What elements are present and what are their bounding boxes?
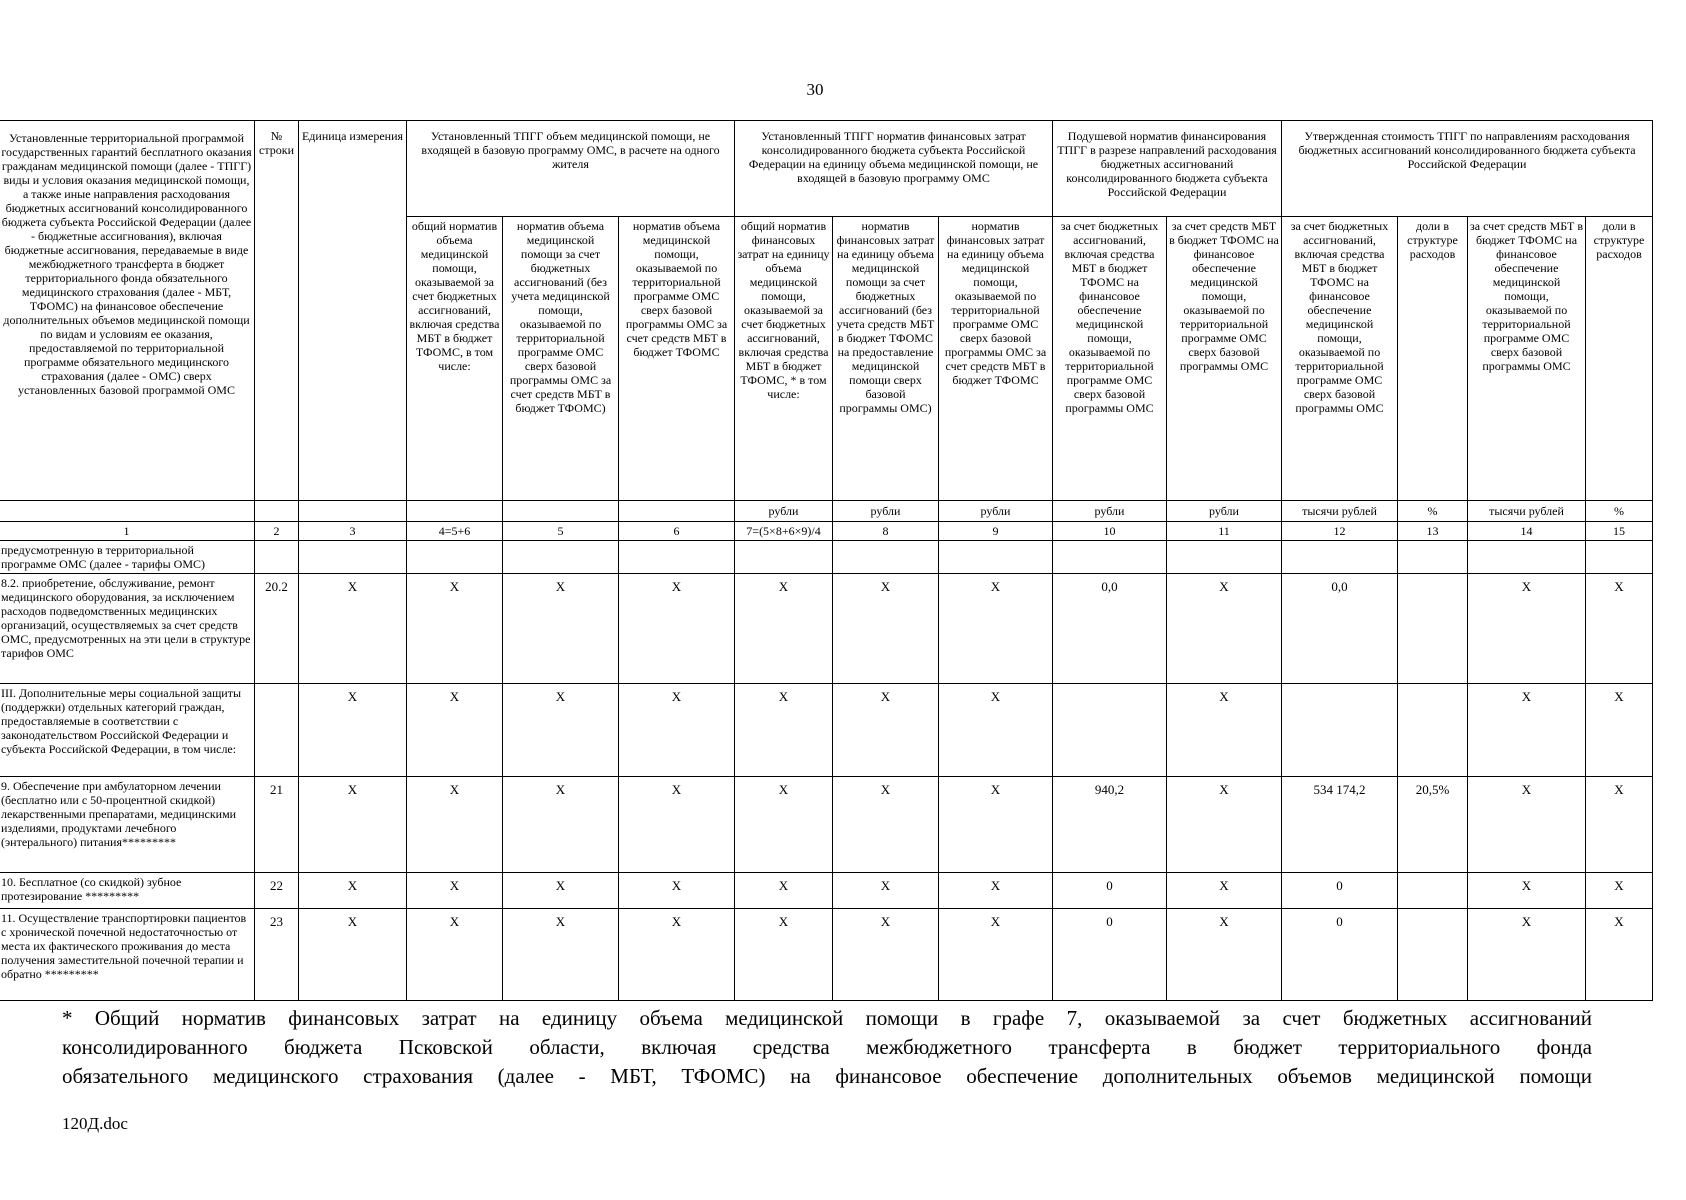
table-cell: X [833, 873, 939, 909]
table-cell [1282, 541, 1398, 574]
table-cell [1398, 541, 1468, 574]
footnote-line: консолидированного бюджета Псковской области, включая средства межбюджетного трансферта в бюджет территориального фонда [62, 1035, 1592, 1059]
header-col-15: доли в структуре расходов [1586, 217, 1653, 501]
header-col-6: норматив объема медицинской помощи, оказываемой по территориальной программе ОМС сверх базовой программы ОМС за счет средств МБТ в бюджет ТФОМС [619, 217, 735, 501]
unit-cell: тысячи рублей [1468, 501, 1586, 522]
row-label: 9. Обеспечение при амбулаторном лечении (бесплатно или с 50-процентной скидкой) лекарственными препаратами, медицинскими изделиями, продуктами лечебного (энтерального) питания********* [0, 777, 255, 873]
units-row [0, 501, 1653, 522]
row-label: предусмотренную в территориальной программе ОМС (далее - тарифы ОМС) [0, 541, 255, 574]
table-cell [1398, 684, 1468, 777]
table-cell: 0 [1282, 873, 1398, 909]
header-percapita-group: Подушевой норматив финансирования ТПГГ в разрезе направлений расходования бюджетных ассигнований консолидированного бюджета субъекта Российской Федерации [1053, 121, 1282, 217]
table-cell: 20.2 [255, 574, 299, 684]
unit-cell [503, 501, 619, 522]
row-label: 8.2. приобретение, обслуживание, ремонт медицинского оборудования, за исключением расходов подведомственных медицинских организаций, осуществляемых за счет средств ОМС, предусмотренных на эти цели в структуре тарифов ОМС [0, 574, 255, 684]
table-cell: X [1586, 873, 1653, 909]
table-cell [407, 541, 503, 574]
table-cell: X [299, 873, 407, 909]
table-cell: X [619, 909, 735, 1001]
column-number: 10 [1053, 522, 1167, 541]
header-col-8: норматив финансовых затрат на единицу объема медицинской помощи за счет бюджетных ассигнований (без учета средств МБТ в бюджет ТФОМС на предоставление медицинской помощи сверх базовой программы ОМС) [833, 217, 939, 501]
table-cell: X [503, 777, 619, 873]
table-cell: X [299, 777, 407, 873]
table-cell: X [407, 873, 503, 909]
table-cell: 0 [1053, 873, 1167, 909]
header-cost-group: Утвержденная стоимость ТПГГ по направлениям расходования бюджетных ассигнований консолидированного бюджета субъекта Российской Федерации [1282, 121, 1653, 217]
table-cell: X [1586, 574, 1653, 684]
column-number: 4=5+6 [407, 522, 503, 541]
column-number: 9 [939, 522, 1053, 541]
header-col-7: общий норматив финансовых затрат на единицу объема медицинской помощи, оказываемой за счет бюджетных ассигнований, включая средства МБТ в бюджет ТФОМС, * в том числе: [735, 217, 833, 501]
budget-table [0, 120, 1653, 1001]
row-label: III. Дополнительные меры социальной защиты (поддержки) отдельных категорий граждан, предоставляемые в соответствии с законодательством Российской Федерации и субъекта Российской Федерации, в том числе: [0, 684, 255, 777]
table-cell: X [1167, 777, 1282, 873]
table-cell: X [407, 574, 503, 684]
table-cell: X [503, 873, 619, 909]
table-cell: 0 [1282, 909, 1398, 1001]
header-activity: Установленные территориальной программой государственных гарантий бесплатного оказания гражданам медицинской помощи (далее - ТПГГ) виды и условия оказания медицинской помощи, а также иные направления расходования бюджетных ассигнований консолидированного бюджета субъекта Российской Федерации (далее - бюджетные ассигнования), включая бюджетные ассигнования, передаваемые в виде межбюджетного трансферта в бюджет территориального фонда обязательного медицинского страхования (далее - МБТ, ТФОМС) на финансовое обеспечение дополнительных объемов медицинской помощи по видам и условиям ее оказания, предоставляемой по территориальной программе обязательного медицинского страхования (далее - ОМС) сверх установленных базовой программой ОМС [0, 121, 255, 501]
header-col-12: за счет бюджетных ассигнований, включая средства МБТ в бюджет ТФОМС на финансовое обеспечение медицинской помощи, оказываемой по территориальной программе ОМС сверх базовой программы ОМС [1282, 217, 1398, 501]
unit-cell: тысячи рублей [1282, 501, 1398, 522]
table-cell [939, 541, 1053, 574]
table-cell [619, 541, 735, 574]
table-cell [1586, 541, 1653, 574]
header-col-10: за счет бюджетных ассигнований, включая средства МБТ в бюджет ТФОМС на финансовое обеспечение медицинской помощи, оказываемой по территориальной программе ОМС сверх базовой программы ОМС [1053, 217, 1167, 501]
table-cell: X [1468, 574, 1586, 684]
unit-cell [299, 501, 407, 522]
table-cell: X [407, 684, 503, 777]
table-cell: X [939, 873, 1053, 909]
table-cell: X [503, 574, 619, 684]
header-col-13: доли в структуре расходов [1398, 217, 1468, 501]
table-cell: X [503, 909, 619, 1001]
footnote [62, 1004, 1592, 1091]
table-cell [1282, 684, 1398, 777]
row-label: 10. Бесплатное (со скидкой) зубное протезирование ********* [0, 873, 255, 909]
header-col-4: общий норматив объема медицинской помощи, оказываемой за счет бюджетных ассигнований, включая средства МБТ в бюджет ТФОМС, в том числе: [407, 217, 503, 501]
table-cell: X [939, 574, 1053, 684]
unit-cell: рубли [939, 501, 1053, 522]
header-row-number: № строки [255, 121, 299, 501]
table-cell: X [735, 909, 833, 1001]
table-cell: 22 [255, 873, 299, 909]
table-cell: X [619, 574, 735, 684]
table-row [0, 574, 1653, 684]
header-col-11: за счет средств МБТ в бюджет ТФОМС на финансовое обеспечение медицинской помощи, оказываемой по территориальной программе ОМС сверх базовой программы ОМС [1167, 217, 1282, 501]
table-cell: 20,5% [1398, 777, 1468, 873]
table-cell: X [619, 873, 735, 909]
column-number: 15 [1586, 522, 1653, 541]
header-unit: Единица измерения [299, 121, 407, 501]
unit-cell [619, 501, 735, 522]
table-cell: 21 [255, 777, 299, 873]
column-number: 13 [1398, 522, 1468, 541]
column-number: 11 [1167, 522, 1282, 541]
table-cell [1398, 574, 1468, 684]
table-cell: X [1167, 684, 1282, 777]
table-cell: X [833, 574, 939, 684]
column-number: 3 [299, 522, 407, 541]
table-cell: X [299, 909, 407, 1001]
column-number: 7=(5×8+6×9)/4 [735, 522, 833, 541]
table-cell: 23 [255, 909, 299, 1001]
table-cell: 0,0 [1053, 574, 1167, 684]
table-cell: 940,2 [1053, 777, 1167, 873]
table-cell: X [735, 574, 833, 684]
unit-cell: рубли [833, 501, 939, 522]
column-numbers-row [0, 522, 1653, 541]
table-row [0, 873, 1653, 909]
table-cell: X [939, 777, 1053, 873]
unit-cell [0, 501, 255, 522]
table-cell: X [503, 684, 619, 777]
unit-cell: % [1398, 501, 1468, 522]
table-cell: X [1586, 684, 1653, 777]
table-cell [255, 684, 299, 777]
table-cell: X [1167, 909, 1282, 1001]
column-number: 2 [255, 522, 299, 541]
table-cell: 534 174,2 [1282, 777, 1398, 873]
column-number: 5 [503, 522, 619, 541]
unit-cell [255, 501, 299, 522]
table-cell: X [1586, 909, 1653, 1001]
table-cell: X [1586, 777, 1653, 873]
table-row [0, 541, 1653, 574]
table-row [0, 684, 1653, 777]
table-cell: X [407, 909, 503, 1001]
table-cell: X [833, 777, 939, 873]
table-cell: X [1167, 574, 1282, 684]
table-row [0, 777, 1653, 873]
table-cell [503, 541, 619, 574]
table-cell: X [407, 777, 503, 873]
page-number: 30 [806, 80, 824, 99]
table-cell [255, 541, 299, 574]
unit-cell: рубли [735, 501, 833, 522]
table-cell [1398, 909, 1468, 1001]
table-cell [833, 541, 939, 574]
unit-cell: % [1586, 501, 1653, 522]
table-cell: X [1167, 873, 1282, 909]
column-number: 1 [0, 522, 255, 541]
column-number: 8 [833, 522, 939, 541]
table-cell [1053, 684, 1167, 777]
table-cell: 0,0 [1282, 574, 1398, 684]
table-cell: X [939, 909, 1053, 1001]
header-col-14: за счет средств МБТ в бюджет ТФОМС на финансовое обеспечение медицинской помощи, оказываемой по территориальной программе ОМС сверх базовой программы ОМС [1468, 217, 1586, 501]
table-row [0, 909, 1653, 1001]
table-cell: X [735, 873, 833, 909]
group-header-row [0, 121, 1653, 217]
table-cell [1167, 541, 1282, 574]
column-number: 14 [1468, 522, 1586, 541]
unit-cell [407, 501, 503, 522]
table-cell: X [1468, 777, 1586, 873]
table-cell: 0 [1053, 909, 1167, 1001]
table-cell: X [299, 684, 407, 777]
table-cell: X [1468, 909, 1586, 1001]
footnote-line: обязательного медицинского страхования (далее - МБТ, ТФОМС) на финансовое обеспечение дополнительных объемов медицинской помощи [62, 1064, 1592, 1088]
file-name: 120Д.doc [62, 1114, 128, 1133]
table-cell: X [833, 684, 939, 777]
table-cell: X [939, 684, 1053, 777]
unit-cell: рубли [1053, 501, 1167, 522]
table-cell: X [833, 909, 939, 1001]
header-volume-group: Установленный ТПГГ объем медицинской помощи, не входящей в базовую программу ОМС, в расчете на одного жителя [407, 121, 735, 217]
table-cell [1053, 541, 1167, 574]
header-col-5: норматив объема медицинской помощи за счет бюджетных ассигнований (без учета медицинской помощи, оказываемой по территориальной программе ОМС сверх базовой программы ОМС за счет средств МБТ в бюджет ТФОМС) [503, 217, 619, 501]
table-cell: X [1468, 873, 1586, 909]
column-number: 6 [619, 522, 735, 541]
header-norm-group: Установленный ТПГГ норматив финансовых затрат консолидированного бюджета субъекта Российской Федерации на единицу объема медицинской помощи, не входящей в базовую программу ОМС [735, 121, 1053, 217]
table-cell: X [735, 684, 833, 777]
header-col-9: норматив финансовых затрат на единицу объема медицинской помощи, оказываемой по территориальной программе ОМС сверх базовой программы ОМС за счет средств МБТ в бюджет ТФОМС [939, 217, 1053, 501]
table-cell [1468, 541, 1586, 574]
table-cell [299, 541, 407, 574]
footnote-line: * Общий норматив финансовых затрат на единицу объема медицинской помощи в графе 7, оказываемой за счет бюджетных ассигнований [62, 1006, 1592, 1030]
table-cell: X [619, 777, 735, 873]
table-cell [735, 541, 833, 574]
row-label: 11. Осуществление транспортировки пациентов с хронической почечной недостаточностью от места их фактического проживания до места получения заместительной почечной терапии и обратно ********* [0, 909, 255, 1001]
table-cell: X [619, 684, 735, 777]
column-number: 12 [1282, 522, 1398, 541]
unit-cell: рубли [1167, 501, 1282, 522]
table-cell: X [735, 777, 833, 873]
table-cell [1398, 873, 1468, 909]
table-cell: X [299, 574, 407, 684]
table-cell: X [1468, 684, 1586, 777]
